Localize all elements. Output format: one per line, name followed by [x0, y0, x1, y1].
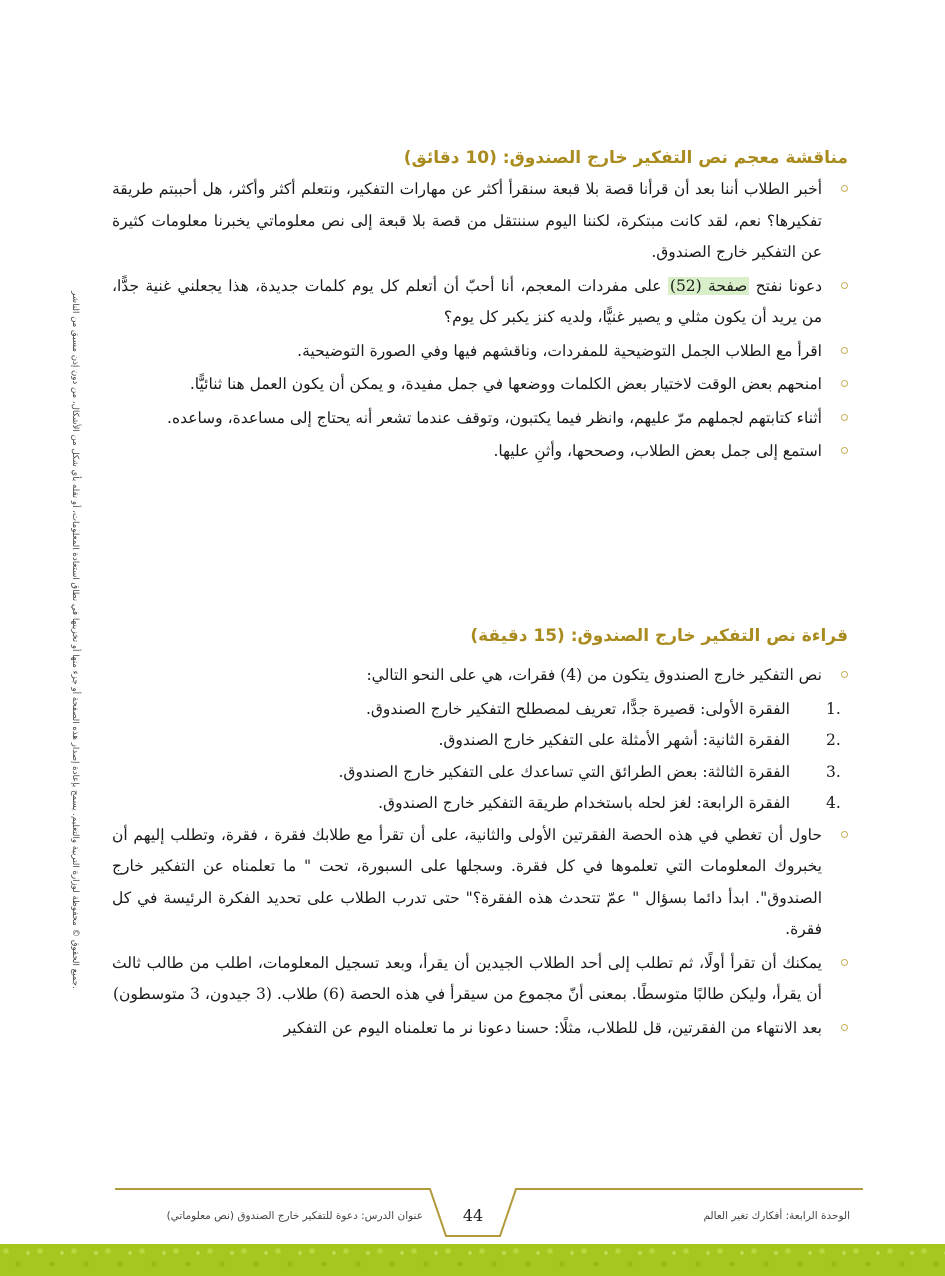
- list-item: دعونا نفتح صفحة (52) على مفردات المعجم، أنا أحبّ أن أتعلم كل يوم كلمات جديدة، هذا يجعلني غنية جدًّا، من يريد أن يكون مثلي و يصير غنيًّا، ولديه كنز يكبر كل يوم؟: [112, 271, 848, 334]
- bullet-icon: [841, 185, 848, 192]
- section-list: [112, 174, 848, 468]
- list-item: أخبر الطلاب أننا بعد أن قرأنا قصة بلا قبعة سنقرأ أكثر عن مهارات التفكير، ونتعلم أكثر وأكثر، هل أحببتم طريقة تفكيرها؟ نعم، لقد كانت مبتكرة، لكننا اليوم سننتقل من قصة بلا قبعة إلى نص معلوماتي يخبرنا معلومات كثيرة عن التفكير خارج الصندوق.: [112, 174, 848, 269]
- footer-lesson-title: عنوان الدرس: دعوة للتفكير خارج الصندوق (نص معلوماتي): [166, 1210, 423, 1222]
- list-item: يمكنك أن تقرأ أولًا، ثم تطلب إلى أحد الطلاب الجيدين أن يقرأ، وبعد تسجيل المعلومات، اطلب من طالب ثالث أن يقرأ، وليكن طالبًا متوسطًا. بمعنى أنّ مجموع من سيقرأ في هذه الحصة (6) طلاب. (3 جيدون، 3 متوسطون): [112, 948, 848, 1011]
- paragraph-item: 3. الفقرة الثالثة: بعض الطرائق التي تساعدك على التفكير خارج الصندوق.: [338, 762, 841, 781]
- bullet-icon: [841, 282, 848, 289]
- list-item: استمع إلى جمل بعض الطلاب، وصححها، وأثنِ عليها.: [112, 436, 848, 468]
- section-reading: [112, 626, 848, 1046]
- footer-unit-title: الوحدة الرابعة: أفكارك تغير العالم: [703, 1210, 850, 1222]
- bullet-icon: [841, 347, 848, 354]
- bullet-icon: [841, 380, 848, 387]
- paragraph-item: 4. الفقرة الرابعة: لغز لحله باستخدام طريقة التفكير خارج الصندوق.: [378, 794, 841, 812]
- paragraph-item: 1. الفقرة الأولى: قصيرة جدًّا، تعريف لمصطلح التفكير خارج الصندوق.: [365, 699, 841, 718]
- list-item: اقرأ مع الطلاب الجمل التوضيحية للمفردات، وناقشهم فيها وفي الصورة التوضيحية.: [112, 336, 848, 368]
- section-heading: قراءة نص التفكير خارج الصندوق: (15 دقيقة): [470, 626, 848, 646]
- copyright-side-note: جميع الحقوق © محفوظة لوزارة التربية والتعليم. يسمح بإعادة إصدار هذه الصفحة أو جزء منها أو تخزينها في نطاق استعادة المعلومات، أو نقله بأي شكل من الأشكال، من دون إذن مسبق من الناشر.: [70, 291, 80, 989]
- list-item: امنحهم بعض الوقت لاختيار بعض الكلمات ووضعها في جمل مفيدة، و يمكن أن يكون العمل هنا ثنائيًّا.: [112, 369, 848, 401]
- section-vocabulary: [112, 148, 848, 470]
- section-list: [112, 660, 848, 692]
- page-reference-highlight: صفحة (52): [669, 276, 748, 295]
- list-item: أثناء كتابتهم لجملهم مرّ عليهم، وانظر فيما يكتبون، وتوقف عندما تشعر أنه يحتاج إلى مساعدة، وساعده.: [112, 403, 848, 435]
- bullet-icon: [841, 414, 848, 421]
- bullet-icon: [841, 1024, 848, 1031]
- paragraph-list: [112, 694, 848, 820]
- page-number: 44: [462, 1206, 484, 1225]
- section-heading: مناقشة معجم نص التفكير خارج الصندوق: (10 دقائق): [403, 148, 848, 168]
- bullet-icon: [841, 959, 848, 966]
- bullet-icon: [841, 447, 848, 454]
- list-item: حاول أن تغطي في هذه الحصة الفقرتين الأولى والثانية، على أن تقرأ مع طلابك فقرة ، فقرة، وتطلب إليهم أن يخبروك المعلومات التي تعلموها في كل فقرة. وسجلها على السبورة، تحت " ما تعلمناه عن التفكير خارج الصندوق". ابدأ دائما بسؤال " عمّ تتحدث هذه الفقرة؟" حتى تدرب الطلاب على تحديد الفكرة الرئيسة في كل فقرة.: [112, 820, 848, 946]
- page-footer: [0, 1180, 945, 1242]
- list-item: بعد الانتهاء من الفقرتين، قل للطلاب، مثلًا: حسنا دعونا نر ما تعلمناه اليوم عن التفكير: [112, 1013, 848, 1045]
- section-list: [112, 820, 848, 1045]
- paragraph-item: 2. الفقرة الثانية: أشهر الأمثلة على التفكير خارج الصندوق.: [438, 731, 841, 749]
- bullet-icon: [841, 831, 848, 838]
- bullet-icon: [841, 671, 848, 678]
- list-item: نص التفكير خارج الصندوق يتكون من (4) فقرات، هي على النحو التالي:: [112, 660, 848, 692]
- decorative-bottom-band: [0, 1244, 945, 1276]
